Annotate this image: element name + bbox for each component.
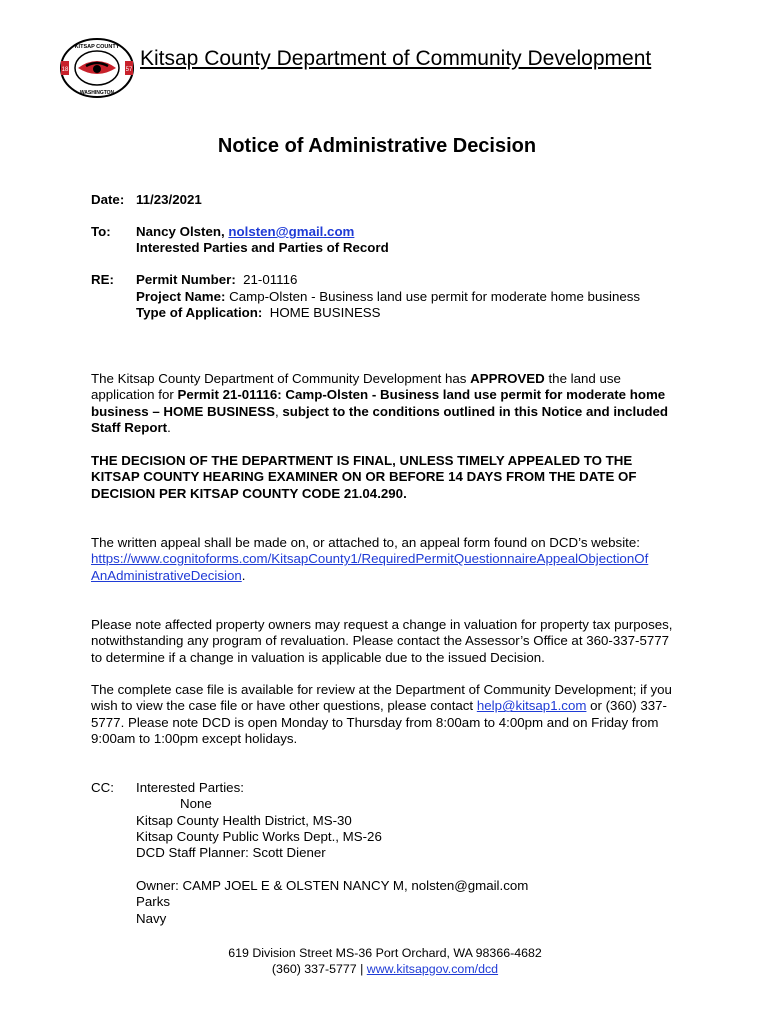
decision-conditions: subject to the conditions outlined in this Notice and included Staff Report [91,403,669,435]
owner-line: Owner: CAMP JOEL E & OLSTEN NANCY M, nolsten@gmail.com [136,878,529,893]
appeal-url-period: . [241,567,246,583]
decision-text-3: , [275,403,283,419]
appeal-paragraph [91,535,691,584]
application-type-value: HOME BUSINESS [269,305,381,320]
document-title: Notice of Administrative Decision [217,135,537,157]
page-footer [0,946,770,977]
seal-graphic [56,36,138,100]
decision-permit: Permit 21-01116: Camp-Olsten - Business land use permit for moderate home business – HOME BUSINESS [91,387,666,419]
project-name-row [136,289,640,305]
seal-year-left: 18 [61,67,69,73]
cc-list [136,780,382,861]
case-file-text-1: The complete case file is available for review at the Department of Community Development; if you wish to view the case file or have other questions, please contact [91,682,672,714]
seal-top-text: KITSAP COUNTY [74,44,120,50]
recipient-email-link[interactable]: nolsten@gmail.com [228,224,355,239]
cc-line: Kitsap County Health District, MS-30 [136,812,352,828]
application-type-row [136,305,381,321]
to-recipient [136,224,354,240]
project-name-label: Project Name: [136,289,226,304]
agency-name-heading: Kitsap County Department of Community Development [140,47,652,70]
re-label: RE: [91,272,114,287]
footer-address: 619 Division Street MS-36 Port Orchard, WA 98366-4682 [228,946,542,960]
appeal-url-line-2: AnAdministrativeDecision [91,567,242,583]
permit-number-value: 21-01116 [243,272,298,287]
final-decision-notice: THE DECISION OF THE DEPARTMENT IS FINAL, UNLESS TIMELY APPEALED TO THE KITSAP COUNTY HEARING EXAMINER ON OR BEFORE 14 DAYS FROM THE DATE OF DECISION PER KITSAP COUNTY CODE 21.04.290. [91,453,637,501]
appeal-form-link[interactable] [91,551,648,582]
recipient-name: Nancy Olsten, [136,224,229,239]
decision-text-1: The Kitsap County Department of Community Development has [91,371,471,386]
seal-bottom-text: WASHINGTON [79,90,115,96]
owner-line: Navy [136,910,167,926]
seal-year-right: 57 [125,67,133,73]
to-parties: Interested Parties and Parties of Record [136,240,389,255]
cc-line: None [180,796,212,812]
decision-paragraph [91,371,673,436]
valuation-note-paragraph: Please note affected property owners may request a change in valuation for property tax purposes, notwithstanding any program of revaluation. Please contact the Assessor’s Office at 360-337-5777 to determine if a change in valuation is applicable due to the issued Decision. [91,617,673,665]
decision-text-4: . [167,419,171,435]
appeal-text: The written appeal shall be made on, or attached to, an appeal form found on DCD’s website: [91,535,640,550]
cc-label: CC: [91,780,114,795]
application-type-label: Type of Application: [136,305,263,320]
cc-line: DCD Staff Planner: Scott Diener [136,845,326,861]
case-file-text-2: or (360) 337-5777. Please note DCD is open Monday to Thursday from 8:00am to 4:00pm and on Friday from 9:00am to 1:00pm except holidays. [91,698,667,746]
date-label: Date: [91,192,125,207]
permit-number-label: Permit Number: [136,272,236,287]
decision-text-2: the land use application for [91,371,621,403]
cc-line: Interested Parties: [136,780,244,795]
permit-number-row [136,272,297,288]
footer-phone: (360) 337-5777 | [271,961,367,976]
footer-contact [0,962,770,978]
owner-line: Parks [136,894,170,910]
county-seal-logo [56,36,138,100]
footer-website-link[interactable]: www.kitsapgov.com/dcd [366,961,499,976]
project-name-value: Camp-Olsten - Business land use permit for moderate home business [229,289,641,304]
date-value: 11/23/2021 [136,192,202,207]
cc-owner-list [136,878,528,927]
to-label: To: [91,224,111,239]
help-email-link[interactable]: help@kitsap1.com [476,698,587,714]
appeal-url-line-1: https://www.cognitoforms.com/KitsapCounty1/RequiredPermitQuestionnaireAppealObjectionOf [91,551,649,567]
cc-line: Kitsap County Public Works Dept., MS-26 [136,828,382,844]
case-file-paragraph [91,682,673,747]
decision-approved: APPROVED [470,371,545,386]
